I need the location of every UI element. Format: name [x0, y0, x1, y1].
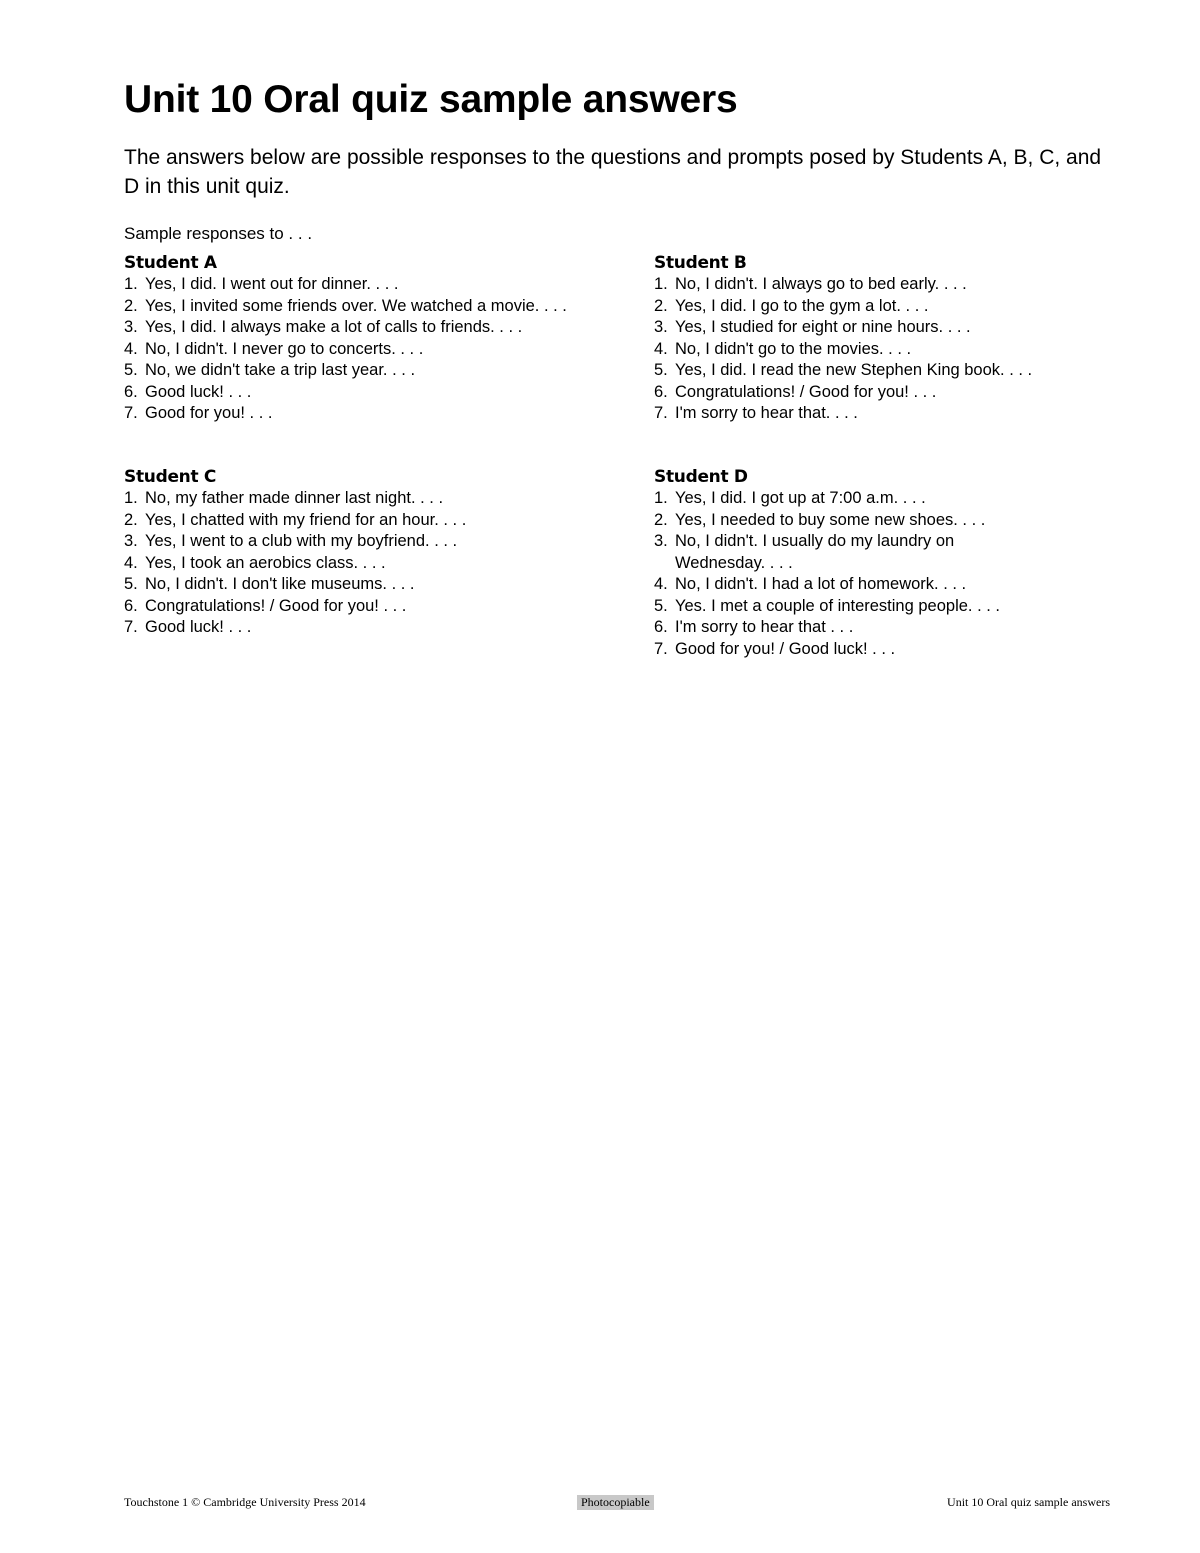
page-title: Unit 10 Oral quiz sample answers [124, 78, 738, 121]
answer-item [124, 296, 584, 318]
answer-text: Yes, I invited some friends over. We watched a movie. . . . [145, 296, 567, 315]
student-d-section [654, 466, 1034, 660]
answer-number: 7. [124, 618, 138, 636]
answer-text: Yes. I met a couple of interesting people. . . . [675, 596, 1001, 615]
answer-item [654, 274, 1114, 296]
answer-text: Yes, I needed to buy some new shoes. . . . [675, 510, 986, 529]
answer-item [654, 574, 1034, 596]
answer-number: 2. [654, 296, 668, 315]
answer-number: 7. [654, 404, 668, 422]
answer-item [654, 488, 1034, 510]
answer-number: 1. [654, 489, 668, 507]
answer-number: 6. [124, 382, 138, 401]
answer-item [124, 360, 584, 382]
answer-item [654, 382, 1114, 404]
answer-text: No, I didn't. I never go to concerts. . . . [145, 339, 424, 358]
answer-text: Yes, I did. I read the new Stephen King book. . . . [675, 361, 1033, 379]
answer-text: Good luck! . . . [145, 382, 252, 401]
answer-item [654, 531, 1034, 574]
answer-number: 5. [124, 361, 138, 379]
answer-text: Yes, I did. I always make a lot of calls to friends. . . . [145, 318, 523, 336]
answer-item [124, 531, 584, 553]
answer-number: 4. [654, 339, 668, 358]
answer-text: No, I didn't. I usually do my laundry on Wednesday. . . . [675, 532, 955, 572]
answer-item [654, 339, 1114, 361]
answer-number: 6. [654, 382, 668, 401]
answer-item [124, 339, 584, 361]
answer-list [654, 274, 1114, 425]
answer-number: 1. [654, 275, 668, 293]
answer-item [124, 617, 584, 639]
answer-item [654, 360, 1114, 382]
answer-number: 4. [124, 339, 138, 358]
answer-text: No, I didn't. I always go to bed early. . . . [675, 275, 967, 293]
answer-item [124, 596, 584, 618]
answer-list [124, 488, 584, 639]
answer-list [124, 274, 584, 425]
answer-number: 3. [654, 532, 668, 550]
answer-text: No, we didn't take a trip last year. . . . [145, 361, 416, 379]
answer-text: Yes, I did. I got up at 7:00 a.m. . . . [675, 489, 926, 507]
student-c-section [124, 466, 584, 639]
answer-number: 3. [124, 532, 138, 550]
answer-text: Good for you! . . . [145, 404, 273, 422]
answer-text: Good luck! . . . [145, 618, 252, 636]
answer-text: Congratulations! / Good for you! . . . [675, 382, 937, 401]
answer-text: No, I didn't. I don't like museums. . . . [145, 575, 415, 593]
answer-number: 4. [654, 575, 668, 593]
answer-list [654, 488, 1034, 660]
answer-number: 2. [124, 296, 138, 315]
answer-number: 2. [124, 510, 138, 529]
answer-item [124, 488, 584, 510]
answer-item [124, 553, 584, 575]
answer-item [124, 510, 584, 532]
answer-text: I'm sorry to hear that . . . [675, 618, 854, 636]
answer-number: 6. [124, 596, 138, 615]
answer-number: 5. [654, 596, 668, 615]
answer-number: 7. [124, 404, 138, 422]
footer-photocopiable-label: Photocopiable [577, 1495, 654, 1510]
answer-number: 5. [124, 575, 138, 593]
answer-text: Good for you! / Good luck! . . . [675, 639, 896, 658]
student-a-section [124, 252, 584, 425]
answer-text: Yes, I did. I go to the gym a lot. . . . [675, 296, 929, 315]
answer-item [124, 403, 584, 425]
answer-text: Yes, I did. I went out for dinner. . . . [145, 275, 399, 293]
footer-doc-title: Unit 10 Oral quiz sample answers [947, 1495, 1110, 1509]
answer-item [124, 317, 584, 339]
student-heading: Student B [654, 253, 747, 273]
answer-text: Yes, I studied for eight or nine hours. . . . [675, 318, 971, 336]
answer-text: Congratulations! / Good for you! . . . [145, 596, 407, 615]
answer-item [654, 296, 1114, 318]
answer-number: 1. [124, 489, 138, 507]
answer-text: I'm sorry to hear that. . . . [675, 404, 858, 422]
answer-number: 3. [124, 318, 138, 336]
answer-text: No, I didn't go to the movies. . . . [675, 339, 912, 358]
answer-number: 7. [654, 639, 668, 658]
answer-item [654, 317, 1114, 339]
answer-number: 1. [124, 275, 138, 293]
answer-item [124, 382, 584, 404]
answer-text: No, I didn't. I had a lot of homework. . . . [675, 575, 967, 593]
answer-item [654, 639, 1034, 661]
answer-item [654, 617, 1034, 639]
answer-number: 2. [654, 510, 668, 529]
answer-text: Yes, I chatted with my friend for an hour. . . . [145, 510, 467, 529]
answer-number: 4. [124, 553, 138, 572]
answer-text: No, my father made dinner last night. . . . [145, 489, 444, 507]
answer-item [654, 403, 1114, 425]
answer-item [124, 274, 584, 296]
answer-number: 5. [654, 361, 668, 379]
intro-paragraph: The answers below are possible responses to the questions and prompts posed by Students A, B, C, and D in this unit quiz. [124, 146, 1102, 198]
answer-number: 6. [654, 618, 668, 636]
student-heading: Student D [654, 467, 748, 487]
answer-item [124, 574, 584, 596]
footer-copyright: Touchstone 1 © Cambridge University Press 2014 [124, 1495, 366, 1509]
student-b-section [654, 252, 1114, 425]
answer-text: Yes, I went to a club with my boyfriend. . . . [145, 532, 458, 550]
student-heading: Student A [124, 253, 217, 273]
sample-responses-label: Sample responses to . . . [124, 224, 313, 243]
student-heading: Student C [124, 467, 217, 487]
answer-number: 3. [654, 318, 668, 336]
answer-item [654, 510, 1034, 532]
answer-item [654, 596, 1034, 618]
answer-text: Yes, I took an aerobics class. . . . [145, 553, 386, 572]
